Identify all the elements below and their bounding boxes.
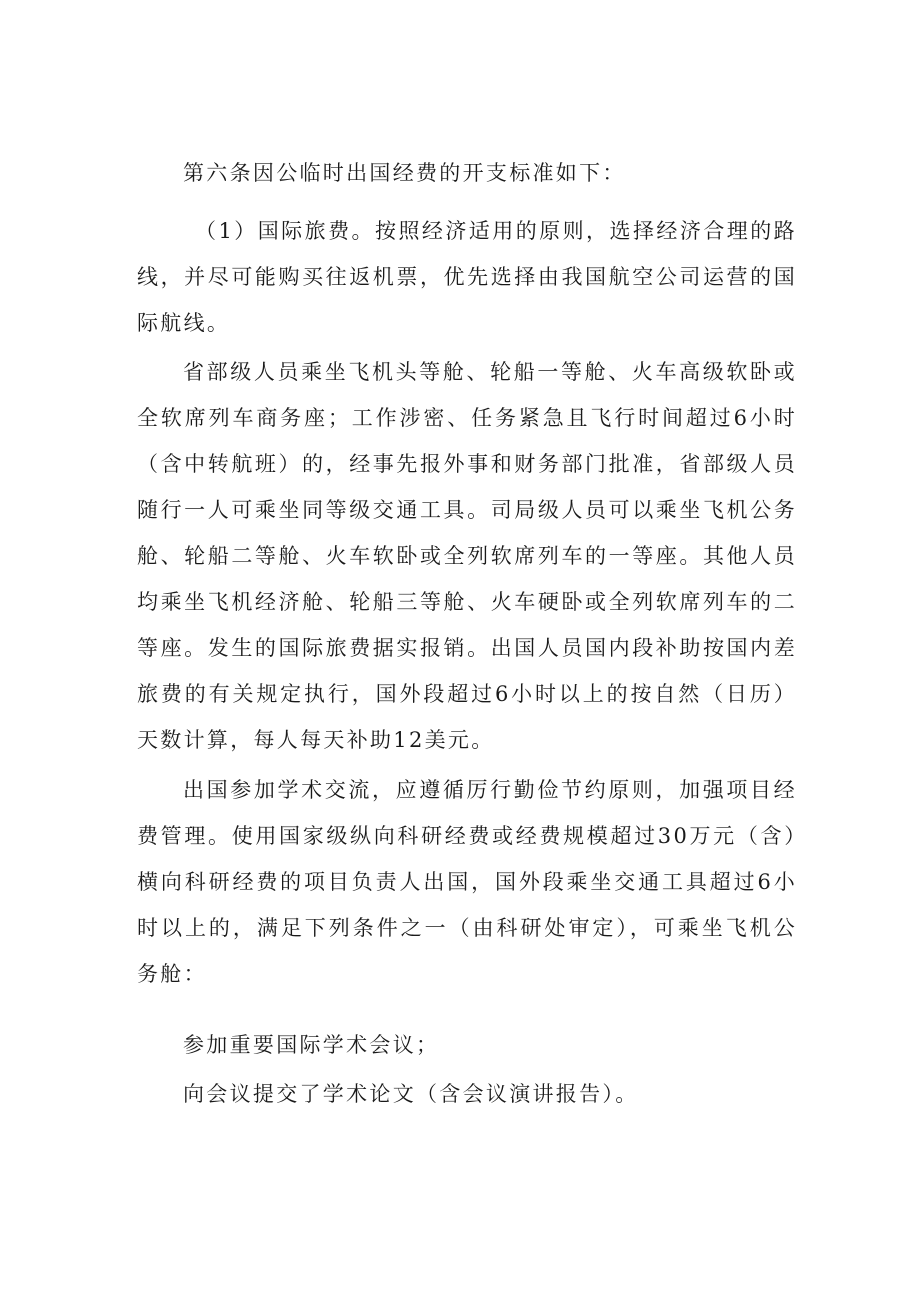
international-travel-paragraph: （1）国际旅费。按照经济适用的原则，选择经济合理的路线，并尽可能购买往返机票，优先选择由我国航空公司运营的国际航线。	[137, 219, 797, 335]
condition-item-1: 参加重要国际学术会议；	[183, 1033, 440, 1057]
condition-item-2: 向会议提交了学术论文（含会议演讲报告）。	[183, 1082, 639, 1106]
seat-class-standards-paragraph: 省部级人员乘坐飞机头等舱、轮船一等舱、火车高级软卧或全软席列车商务座；工作涉密、任务紧急且飞行时间超过6小时（含中转航班）的，经事先报外事和财务部门批准，省部级人员随行一人可乘坐同等级交通工具。司局级人员可以乘坐飞机公务舱、轮船二等舱、火车软卧或全列软席列车的一等座。其他人员均乘坐飞机经济舱、轮船三等舱、火车硬卧或全列软席列车的二等座。发生的国际旅费据实报销。出国人员国内段补助按国内差旅费的有关规定执行，国外段超过6小时以上的按自然（日历）天数计算，每人每天补助12美元。	[137, 360, 797, 752]
article-six-heading: 第六条因公临时出国经费的开支标准如下：	[183, 161, 626, 185]
academic-exchange-paragraph: 出国参加学术交流，应遵循厉行勤俭节约原则，加强项目经费管理。使用国家级纵向科研经费或经费规模超过30万元（含）横向科研经费的项目负责人出国，国外段乘坐交通工具超过6小时以上的，满足下列条件之一（由科研处审定），可乘坐飞机公务舱：	[137, 778, 797, 986]
